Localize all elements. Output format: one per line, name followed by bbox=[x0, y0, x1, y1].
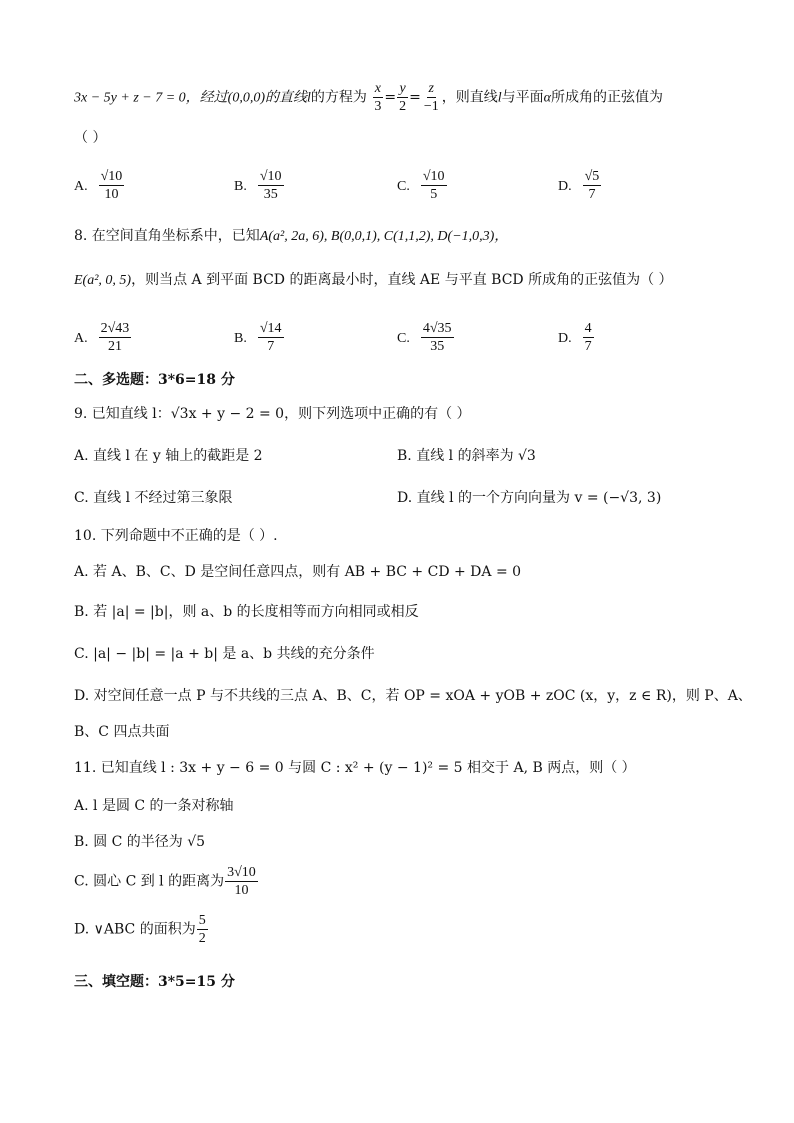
section-heading-fill-in: 三、填空题：3*5=15 分 bbox=[74, 974, 235, 990]
q8-point-e: E(a², 0, 5) bbox=[74, 273, 132, 288]
q7-option-a[interactable]: A. $\frac{√10}{10}$ bbox=[74, 169, 123, 202]
q11-option-a[interactable]: A. l 是圆 C 的一条对称轴 bbox=[74, 798, 234, 814]
q7-frac-x: $\frac{x}{3}$ bbox=[374, 81, 382, 114]
q7-stem: 3x − 5y + z − 7 = 0，经过(0,0,0)的直线l的方程为 $\frac{x}{3}$ = $\frac{y}{2}$ = $\frac{z}{-1}$ ，则直线l与平面α所成角的正弦值为 bbox=[74, 81, 663, 114]
q9-option-b[interactable]: B. 直线 l 的斜率为 √3 bbox=[397, 448, 536, 464]
q9-option-d[interactable]: D. 直线 l 的一个方向向量为 v = (−√3, 3) bbox=[397, 490, 662, 506]
q7-frac-z: $\frac{z}{-1}$ bbox=[423, 81, 439, 114]
q8-option-d[interactable]: D. $\frac{4}{7}$ bbox=[558, 321, 592, 354]
q8-option-c-value: $\frac{4√35}{35}$ bbox=[422, 321, 452, 354]
q7-option-b[interactable]: B. $\frac{√10}{35}$ bbox=[234, 169, 282, 202]
q7-stem-a: 3x − 5y + z − 7 = 0，经过(0,0,0)的直线 bbox=[74, 90, 307, 106]
q11-option-c-value: $\frac{3√10}{10}$ bbox=[227, 865, 256, 898]
q7-paren: （ ） bbox=[74, 130, 107, 146]
q8-option-d-value: $\frac{4}{7}$ bbox=[584, 321, 592, 354]
q7-option-c-value: $\frac{√10}{5}$ bbox=[422, 169, 445, 202]
q9-option-a[interactable]: A. 直线 l 在 y 轴上的截距是 2 bbox=[74, 448, 263, 464]
q8-stem-line2: E(a², 0, 5)，则当点 A 到平面 BCD 的距离最小时，直线 AE 与平直 BCD 所成角的正弦值为（ ） bbox=[74, 272, 673, 288]
q8-option-c[interactable]: C. $\frac{4√35}{35}$ bbox=[397, 321, 452, 354]
q11-stem: 11. 已知直线 l : 3x + y − 6 = 0 与圆 C : x² + (y − 1)² = 5 相交于 A, B 两点，则（ ） bbox=[74, 760, 636, 776]
q11-option-c[interactable]: C. 圆心 C 到 l 的距离为 $\frac{3√10}{10}$ bbox=[74, 865, 256, 898]
q8-points: A(a², 2a, 6), B(0,0,1), C(1,1,2), D(−1,0,3)， bbox=[259, 229, 509, 244]
q10-option-d-line1[interactable]: D. 对空间任意一点 P 与不共线的三点 A、B、C，若 OP = xOA + yOB + zOC (x，y，z ∈ R)，则 P、A、 bbox=[74, 688, 752, 704]
q8-option-a[interactable]: A. $\frac{2√43}{21}$ bbox=[74, 321, 130, 354]
q7-option-d-value: $\frac{√5}{7}$ bbox=[584, 169, 600, 202]
q11-option-d-value: $\frac{5}{2}$ bbox=[198, 913, 206, 946]
q7-frac-y: $\frac{y}{2}$ bbox=[399, 81, 407, 114]
q7-option-a-value: $\frac{√10}{10}$ bbox=[100, 169, 123, 202]
q11-option-d[interactable]: D. ∨ABC 的面积为 $\frac{5}{2}$ bbox=[74, 913, 206, 946]
q7-option-c[interactable]: C. $\frac{√10}{5}$ bbox=[397, 169, 445, 202]
q10-option-c[interactable]: C. |a| − |b| = |a + b| 是 a、b 共线的充分条件 bbox=[74, 646, 375, 662]
q9-option-c[interactable]: C. 直线 l 不经过第三象限 bbox=[74, 490, 233, 506]
section-heading-multiple-choice: 二、多选题：3*6=18 分 bbox=[74, 372, 235, 388]
q10-option-d-line2: B、C 四点共面 bbox=[74, 724, 170, 740]
q10-option-b[interactable]: B. 若 |a| = |b|，则 a、b 的长度相等而方向相同或相反 bbox=[74, 604, 419, 620]
q8-option-a-value: $\frac{2√43}{21}$ bbox=[100, 321, 130, 354]
q7-option-d[interactable]: D. $\frac{√5}{7}$ bbox=[558, 169, 600, 202]
q10-stem: 10. 下列命题中不正确的是（ ）. bbox=[74, 528, 278, 544]
q7-option-b-value: $\frac{√10}{35}$ bbox=[259, 169, 282, 202]
q11-option-b[interactable]: B. 圆 C 的半径为 √5 bbox=[74, 834, 206, 850]
q8-option-b[interactable]: B. $\frac{√14}{7}$ bbox=[234, 321, 282, 354]
q7-stem-b: 的方程为 bbox=[310, 89, 367, 106]
q8-stem-line1: 8. 在空间直角坐标系中，已知A(a², 2a, 6), B(0,0,1), C(1,1,2), D(−1,0,3)， bbox=[74, 228, 509, 244]
q7-line-l: l bbox=[307, 90, 311, 106]
q7-stem-c: ，则直线 bbox=[441, 89, 498, 106]
q10-option-a[interactable]: A. 若 A、B、C、D 是空间任意四点，则有 AB + BC + CD + DA = 0 bbox=[74, 564, 522, 580]
q8-option-b-value: $\frac{√14}{7}$ bbox=[259, 321, 282, 354]
q9-stem: 9. 已知直线 l：√3x + y − 2 = 0，则下列选项中正确的有（ ） bbox=[74, 406, 471, 422]
